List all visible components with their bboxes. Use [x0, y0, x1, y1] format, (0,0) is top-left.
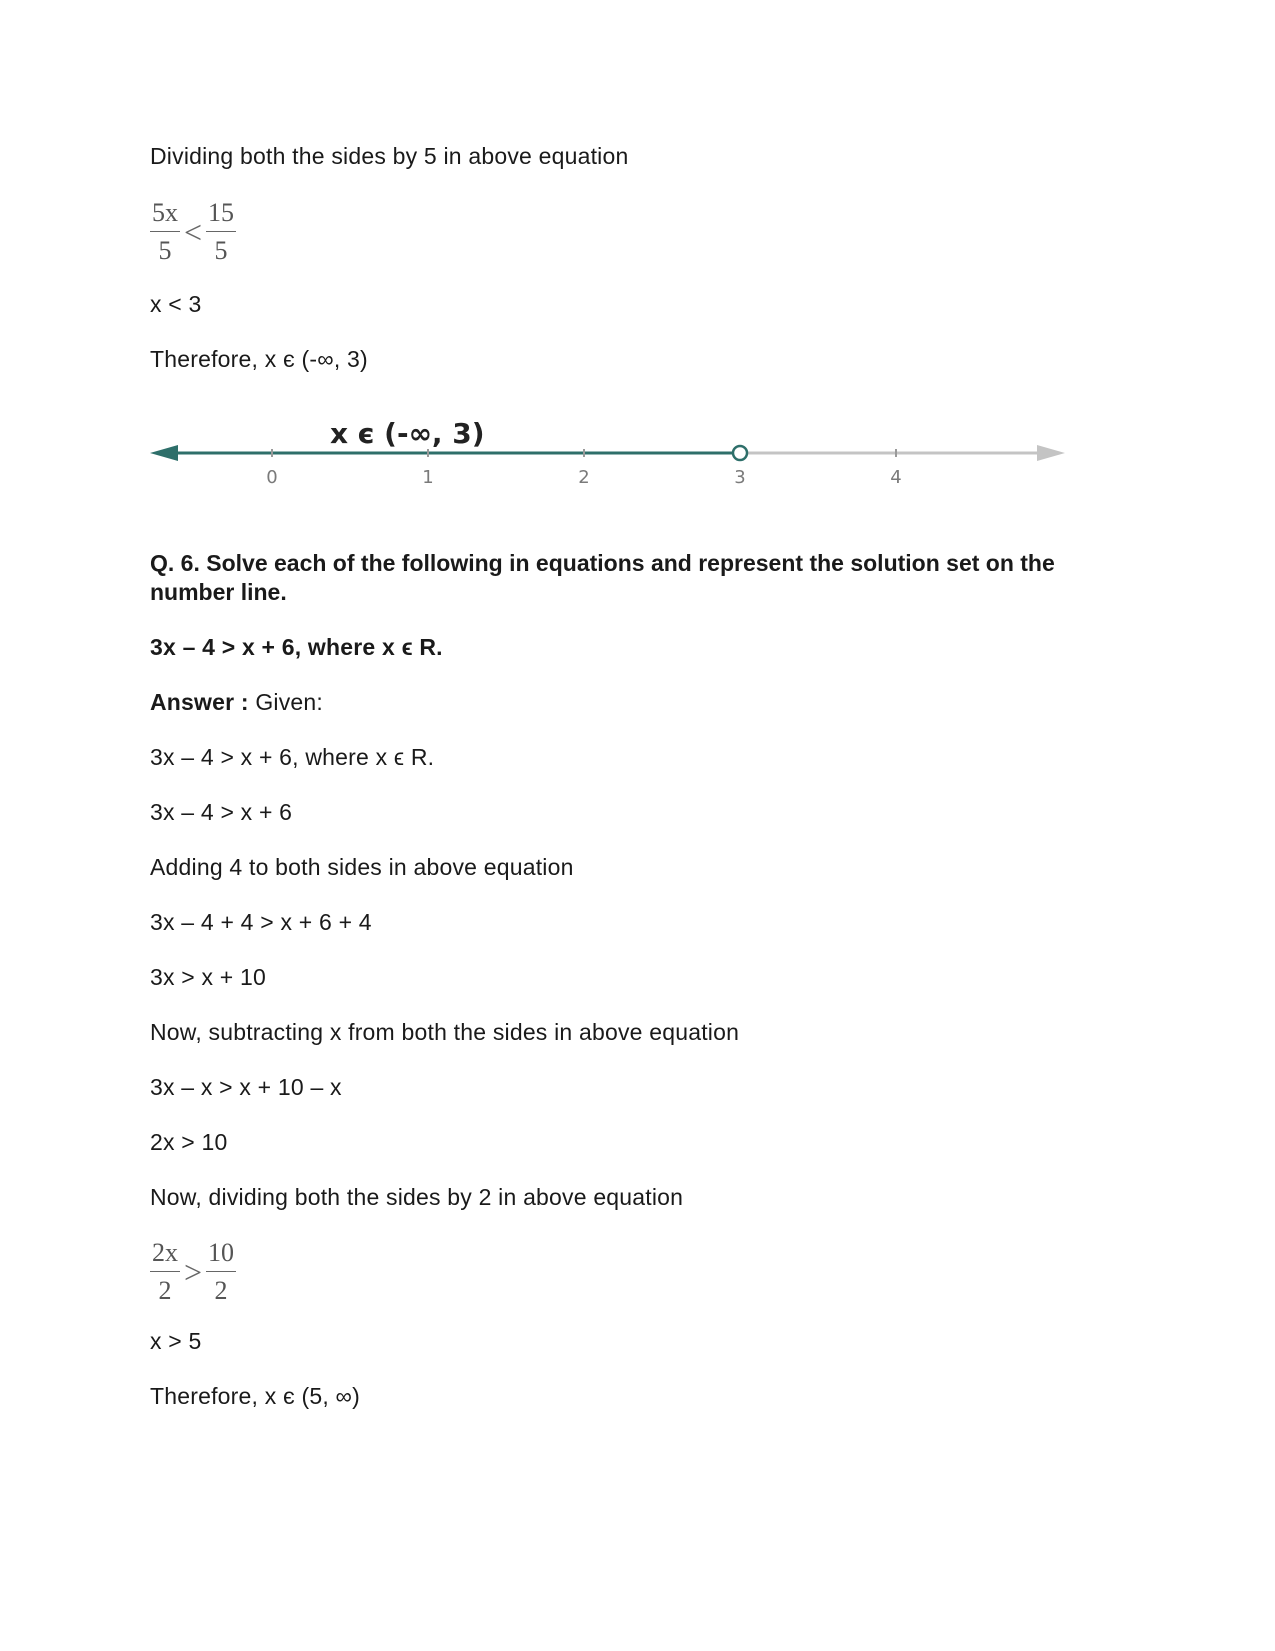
- fraction-denominator: 2: [158, 1276, 172, 1305]
- text-therefore-2: Therefore, x є (5, ∞): [150, 1383, 360, 1409]
- fraction-numerator: 5x: [150, 198, 180, 232]
- fraction-left: [150, 1238, 180, 1306]
- text-step-5: 2x > 10: [150, 1129, 228, 1155]
- text-step-1: 3x – 4 > x + 6: [150, 799, 293, 825]
- number-line-right-arrow: [1037, 445, 1065, 461]
- number-line-diagram: [150, 415, 1130, 515]
- fraction-denominator: 5: [214, 236, 228, 265]
- inequality-operator: >: [184, 1253, 203, 1290]
- fraction-inequality-5x: [150, 198, 236, 266]
- fraction-left: [150, 198, 180, 266]
- number-line-tick-label: 1: [422, 467, 434, 488]
- text-dividing-by-5: Dividing both the sides by 5 in above equation: [150, 143, 629, 169]
- fraction-denominator: 2: [214, 1276, 228, 1305]
- number-line-open-point: [733, 446, 747, 460]
- inequality-operator: <: [184, 213, 203, 250]
- text-given-restated: 3x – 4 > x + 6, where x ϵ R.: [150, 744, 435, 770]
- text-adding-4: Adding 4 to both sides in above equation: [150, 854, 574, 880]
- number-line-tick-label: 3: [734, 467, 746, 488]
- text-x-gt-5: x > 5: [150, 1328, 202, 1354]
- answer-label: Answer :: [150, 689, 249, 715]
- text-therefore-1: Therefore, x є (-∞, 3): [150, 346, 368, 372]
- text-step-4: 3x – x > x + 10 – x: [150, 1074, 342, 1100]
- text-dividing-by-2: Now, dividing both the sides by 2 in above equation: [150, 1184, 684, 1210]
- text-step-2: 3x – 4 + 4 > x + 6 + 4: [150, 909, 372, 935]
- text-subtracting-x: Now, subtracting x from both the sides in above equation: [150, 1019, 740, 1045]
- number-line-tick-label: 2: [578, 467, 590, 488]
- answer-line: [150, 688, 323, 716]
- fraction-right: [206, 1238, 236, 1306]
- question-heading: Q. 6. Solve each of the following in equations and represent the solution set on the number line.: [150, 550, 1055, 605]
- fraction-inequality-2x: [150, 1238, 236, 1306]
- number-line-label: x є (-∞, 3): [330, 417, 485, 450]
- problem-statement: 3x – 4 > x + 6, where x ϵ R.: [150, 634, 443, 660]
- answer-given: Given:: [248, 689, 323, 715]
- text-x-lt-3: x < 3: [150, 291, 202, 317]
- number-line-tick-label: 4: [890, 467, 902, 488]
- fraction-denominator: 5: [158, 236, 172, 265]
- fraction-numerator: 10: [206, 1238, 236, 1272]
- number-line-left-arrow: [150, 445, 178, 461]
- number-line-tick-label: 0: [266, 467, 278, 488]
- text-step-3: 3x > x + 10: [150, 964, 266, 990]
- fraction-numerator: 2x: [150, 1238, 180, 1272]
- fraction-right: [206, 198, 236, 266]
- fraction-numerator: 15: [206, 198, 236, 232]
